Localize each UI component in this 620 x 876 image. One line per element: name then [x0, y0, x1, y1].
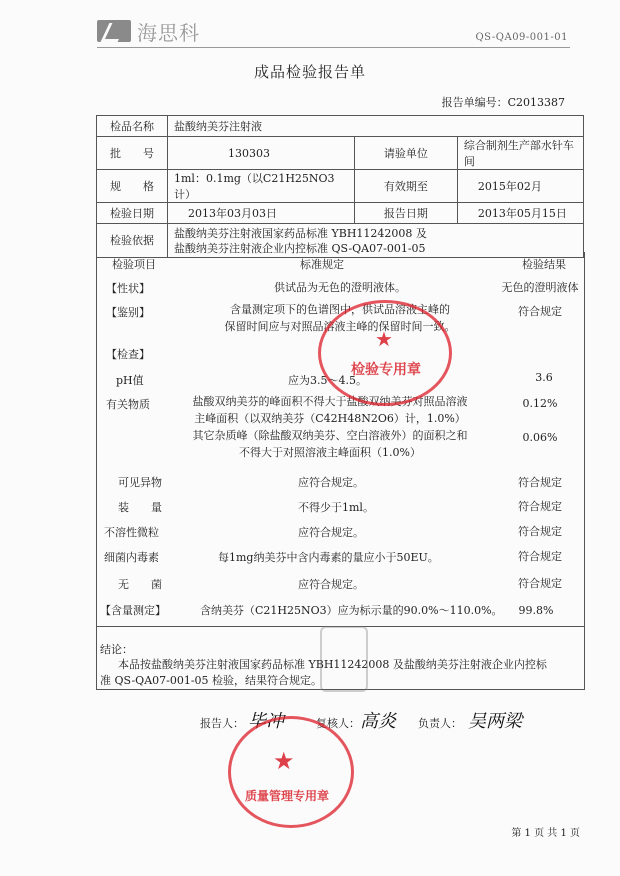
insoluble-standard: 应符合规定。: [298, 526, 364, 539]
qa-stamp-star-icon: ★: [273, 747, 295, 775]
assay-result: 99.8%: [518, 604, 554, 617]
dept-value: 综合制剂生产部水针车间: [457, 137, 583, 170]
info-table: [96, 115, 584, 258]
expiry-value: 2015年02月: [457, 170, 583, 203]
qa-stamp-text: 质量管理专用章: [245, 789, 330, 803]
batch-label: 批 号: [97, 137, 168, 170]
insoluble-item: 不溶性微粒: [104, 526, 159, 539]
conclusion-line-2: 准 QS-QA07-001-05 检验，结果符合规定。: [100, 674, 323, 687]
ident-item: 【鉴别】: [106, 306, 150, 319]
reporter-signature: 毕冲: [248, 711, 284, 732]
ident-result: 符合规定: [518, 305, 562, 318]
product-value: 盐酸纳美芬注射液: [168, 116, 584, 137]
report-number: 报告单编号：C2013387: [441, 96, 565, 109]
sterility-item: 无 菌: [118, 578, 162, 591]
endotoxin-item: 细菌内毒素: [104, 551, 159, 564]
fill-result: 符合规定: [518, 500, 562, 513]
sterility-standard: 应符合规定。: [298, 578, 364, 591]
conclusion-line-1: 本品按盐酸纳美芬注射液国家药品标准 YBH11242008 及盐酸纳美芬注射液企业内控标: [118, 658, 547, 671]
batch-value: 130303: [168, 137, 355, 170]
col-item-header: 检验项目: [112, 258, 156, 271]
basis-label: 检验依据: [97, 224, 168, 258]
related-result-2: 0.06%: [522, 431, 558, 444]
qc-stamp-text: 检验专用章: [351, 362, 421, 378]
visible-item: 可见异物: [118, 476, 162, 489]
inspect-date-value: 2013年03月03日: [168, 203, 355, 224]
header-divider: [97, 47, 570, 48]
basis-line-2: 盐酸纳美芬注射液企业内控标准 QS-QA07-001-05: [174, 241, 426, 255]
company-logo: [97, 18, 200, 44]
endotoxin-standard: 每1mg纳美芬中含内毒素的量应小于50EU。: [218, 551, 439, 564]
related-standard-3: 其它杂质峰（除盐酸双纳美芬、空白溶液外）的面积之和: [192, 429, 468, 442]
visible-standard: 应符合规定。: [298, 476, 364, 489]
reviewer-signature: 高炎: [360, 711, 396, 732]
appearance-item: 【性状】: [106, 282, 150, 295]
conclusion-label: 结论：: [100, 643, 133, 656]
company-name: 海思科: [137, 20, 200, 45]
spec-value: 1ml：0.1mg（以C21H25NO3计）: [168, 170, 355, 203]
document-code: QS-QA09-001-01: [475, 32, 568, 43]
assay-standard: 含纳美芬（C21H25NO3）应为标示量的90.0%～110.0%。: [200, 604, 503, 617]
dept-label: 请验单位: [354, 137, 457, 170]
appearance-result: 无色的澄明液体: [501, 281, 579, 294]
inspect-date-label: 检验日期: [97, 203, 168, 224]
responsible-label: 负责人：: [418, 717, 462, 730]
related-result-1: 0.12%: [522, 397, 558, 410]
basis-line-1: 盐酸纳美芬注射液国家药品标准 YBH11242008 及: [174, 226, 427, 240]
qc-stamp-star-icon: ★: [375, 327, 393, 351]
fill-standard: 不得少于1ml。: [298, 501, 374, 514]
logo-mark-icon: [97, 20, 131, 42]
reviewer-label: 复核人：: [316, 717, 360, 730]
spec-label: 规 格: [97, 170, 168, 203]
fill-item: 装 量: [118, 501, 162, 514]
report-date-label: 报告日期: [354, 203, 457, 224]
responsible-signature: 吴两梁: [468, 711, 522, 732]
page-title: 成品检验报告单: [253, 63, 366, 81]
related-standard-2: 主峰面积（以双纳美芬（C42H48N2O6）计，1.0%）: [194, 412, 466, 425]
col-result-header: 检验结果: [522, 258, 566, 271]
related-standard-4: 不得大于对照溶液主峰面积（1.0%）: [239, 446, 421, 459]
ph-standard: 应为3.5～4.5。: [288, 374, 367, 387]
product-label: 检品名称: [97, 116, 168, 137]
ident-standard-1: 含量测定项下的色谱图中，供试品溶液主峰的: [230, 303, 450, 316]
report-date-value: 2013年05月15日: [457, 203, 583, 224]
page-number: 第 1 页 共 1 页: [511, 828, 580, 839]
col-standard-header: 标准规定: [300, 258, 344, 271]
ident-standard-2: 保留时间应与对照品溶液主峰的保留时间一致。: [224, 320, 456, 333]
assay-item: 【含量测定】: [100, 604, 166, 617]
ph-item: pH值: [116, 374, 144, 387]
endotoxin-result: 符合规定: [518, 550, 562, 563]
qa-stamp: [228, 716, 354, 828]
ph-result: 3.6: [535, 371, 553, 384]
sterility-result: 符合规定: [518, 577, 562, 590]
expiry-label: 有效期至: [354, 170, 457, 203]
faded-stamp: [320, 626, 368, 692]
related-item: 有关物质: [106, 398, 150, 411]
appearance-standard: 供试品为无色的澄明液体。: [274, 281, 406, 294]
related-standard-1: 盐酸双纳美芬的峰面积不得大于盐酸双纳美芬对照品溶液: [192, 395, 468, 408]
insoluble-result: 符合规定: [518, 525, 562, 538]
visible-result: 符合规定: [518, 476, 562, 489]
check-item: 【检查】: [106, 348, 150, 361]
reporter-label: 报告人：: [200, 717, 244, 730]
qc-stamp: [318, 300, 452, 406]
